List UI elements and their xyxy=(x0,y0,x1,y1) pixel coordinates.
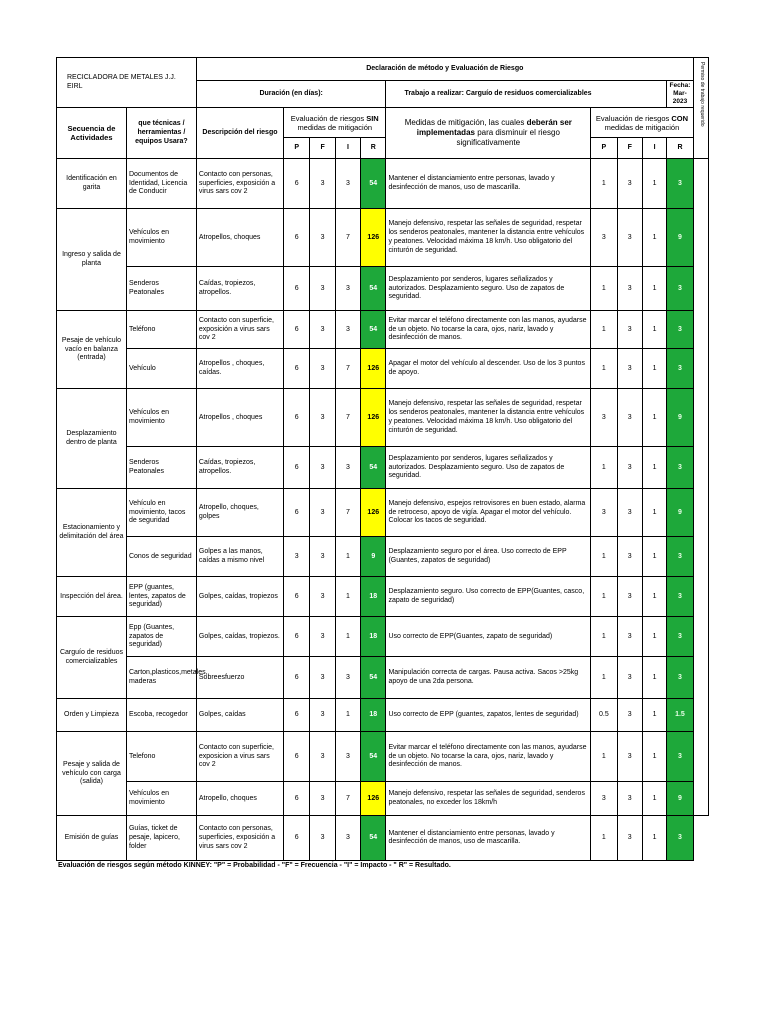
risk-cell: Contacto con personas, superficies, exposición a virus sars cov 2 xyxy=(196,816,283,861)
activity-cell: Ingreso y salida de planta xyxy=(57,209,127,311)
risk-cell: Atropellos , choques xyxy=(196,389,283,447)
f2-cell: 3 xyxy=(617,782,642,816)
activity-cell: Pesaje de vehículo vacío en balanza (entrada) xyxy=(57,311,127,389)
p2-cell: 0.5 xyxy=(591,699,617,732)
f2-cell: 3 xyxy=(617,447,642,489)
p2-cell: 1 xyxy=(591,447,617,489)
i2-cell: 1 xyxy=(642,389,666,447)
eval-with-text-2: medidas de mitigación xyxy=(604,122,680,132)
i2-cell: 1 xyxy=(642,732,666,782)
i2-cell: 1 xyxy=(642,349,666,389)
tool-cell: Guías, ticket de pesaje, lapicero, folder xyxy=(126,816,196,861)
i-cell: 3 xyxy=(335,732,360,782)
f-cell: 3 xyxy=(310,657,335,699)
date-label: Fecha: xyxy=(669,82,691,89)
i2-cell: 1 xyxy=(642,577,666,617)
r-cell: 54 xyxy=(361,267,386,311)
r2-cell: 3 xyxy=(667,159,694,209)
p-cell: 6 xyxy=(284,732,310,782)
r-cell: 126 xyxy=(361,209,386,267)
col-eval-with xyxy=(591,108,694,138)
i2-cell: 1 xyxy=(642,657,666,699)
risk-cell: Sobreesfuerzo xyxy=(196,657,283,699)
i-cell: 7 xyxy=(335,389,360,447)
measure-cell: Uso correcto de EPP (guantes, zapatos, lentes de seguridad) xyxy=(386,699,591,732)
i2-cell: 1 xyxy=(642,782,666,816)
f2-cell: 3 xyxy=(617,267,642,311)
f2-cell: 3 xyxy=(617,489,642,537)
r2-cell: 9 xyxy=(667,389,694,447)
i-cell: 7 xyxy=(335,782,360,816)
table-row xyxy=(57,732,709,782)
p-cell: 6 xyxy=(284,489,310,537)
p-cell: 6 xyxy=(284,159,310,209)
p-cell: 6 xyxy=(284,816,310,861)
document-title: Declaración de método y Evaluación de Riesgo xyxy=(196,58,693,81)
tool-cell: EPP (guantes, lentes, zapatos de seguridad) xyxy=(126,577,196,617)
i-cell: 3 xyxy=(335,816,360,861)
table-row xyxy=(57,159,709,209)
measure-cell: Desplazamiento por senderos, lugares señalizados y autorizados. Desplazamiento seguro. Uso de zapatos de seguridad. xyxy=(386,447,591,489)
f2-cell: 3 xyxy=(617,349,642,389)
r-cell: 126 xyxy=(361,389,386,447)
risk-cell: Caídas, tropiezos, atropellos. xyxy=(196,447,283,489)
measures-bold: deberán ser implementadas xyxy=(416,118,572,138)
i-cell: 3 xyxy=(335,159,360,209)
measure-cell: Mantener el distanciamiento entre personas, lavado y desinfección de manos, uso de mascarilla. xyxy=(386,816,591,861)
i-cell: 7 xyxy=(335,489,360,537)
f2-cell: 3 xyxy=(617,732,642,782)
tool-cell: Conos de seguridad xyxy=(126,537,196,577)
p-cell: 6 xyxy=(284,577,310,617)
f-cell: 3 xyxy=(310,447,335,489)
r-cell: 54 xyxy=(361,816,386,861)
work-label: Trabajo a realizar: Carguío de residuos comercializables xyxy=(386,81,667,108)
tool-cell: Documentos de Identidad, Licencia de Conducir xyxy=(126,159,196,209)
i2-cell: 1 xyxy=(642,447,666,489)
i2-cell: 1 xyxy=(642,209,666,267)
activity-cell: Estacionamiento y delimitación del área xyxy=(57,489,127,577)
p2-cell: 1 xyxy=(591,577,617,617)
risk-cell: Atropellos, choques xyxy=(196,209,283,267)
duration-label: Duración (en días): xyxy=(196,81,386,108)
col-r: R xyxy=(361,138,386,159)
i-cell: 1 xyxy=(335,537,360,577)
r2-cell: 9 xyxy=(667,209,694,267)
measure-cell: Manejo defensivo, respetar las señales de seguridad, senderos peatonales, no exceder los 18km/h xyxy=(386,782,591,816)
risk-cell: Contacto con superficie, exposición a virus sars cov 2 xyxy=(196,311,283,349)
activity-cell: Inspección del área. xyxy=(57,577,127,617)
p2-cell: 1 xyxy=(591,617,617,657)
p-cell: 6 xyxy=(284,209,310,267)
risk-cell: Contacto con superficie, exposicion a virus sars cov 2 xyxy=(196,732,283,782)
measures-text-1: Medidas de mitigación, las cuales xyxy=(404,118,527,128)
r-cell: 54 xyxy=(361,732,386,782)
date-cell xyxy=(667,81,694,108)
p2-cell: 3 xyxy=(591,489,617,537)
measure-cell: Apagar el motor del vehículo al descender. Uso de los 3 puntos de apoyo. xyxy=(386,349,591,389)
f-cell: 3 xyxy=(310,732,335,782)
r-cell: 126 xyxy=(361,489,386,537)
risk-cell: Caídas, tropiezos, atropellos. xyxy=(196,267,283,311)
risk-cell: Atropello, choques xyxy=(196,782,283,816)
r-cell: 54 xyxy=(361,311,386,349)
p-cell: 6 xyxy=(284,311,310,349)
tool-cell: Telefono xyxy=(126,732,196,782)
measure-cell: Evitar marcar el teléfono directamente con las manos, ayudarse de un objeto. No tocarse la cara, ojos, nariz, lavado y desinfección de manos. xyxy=(386,311,591,349)
i2-cell: 1 xyxy=(642,816,666,861)
eval-with-text-1: Evaluación de riesgos xyxy=(595,113,672,123)
measure-cell: Mantener el distanciamiento entre personas, lavado y desinfección de manos, uso de mascarilla. xyxy=(386,159,591,209)
p-cell: 6 xyxy=(284,267,310,311)
tool-cell: Vehículo xyxy=(126,349,196,389)
eval-without-bold: SIN xyxy=(366,113,379,123)
tool-cell: Senderos Peatonales xyxy=(126,267,196,311)
measure-cell: Manejo defensivo, espejos retrovisores en buen estado, alarma de retroceso, apoyo de vigía. Apagar el motor del vehículo. Colocar los tacos de seguridad. xyxy=(386,489,591,537)
f-cell: 3 xyxy=(310,311,335,349)
risk-cell: Atropello, choques, golpes xyxy=(196,489,283,537)
i-cell: 3 xyxy=(335,267,360,311)
p2-cell: 1 xyxy=(591,349,617,389)
table-row xyxy=(57,267,709,311)
table-row xyxy=(57,311,709,349)
table-row xyxy=(57,349,709,389)
r2-cell: 3 xyxy=(667,267,694,311)
f2-cell: 3 xyxy=(617,657,642,699)
f-cell: 3 xyxy=(310,349,335,389)
tool-cell: Vehículos en movimiento xyxy=(126,782,196,816)
p2-cell: 3 xyxy=(591,209,617,267)
permit-required-label: Permiso de trabajo requerido xyxy=(698,62,705,127)
r2-cell: 3 xyxy=(667,537,694,577)
i2-cell: 1 xyxy=(642,267,666,311)
activity-cell: Emisión de guías xyxy=(57,816,127,861)
p2-cell: 1 xyxy=(591,159,617,209)
table-row xyxy=(57,447,709,489)
r-cell: 126 xyxy=(361,349,386,389)
col-i2: I xyxy=(642,138,666,159)
r2-cell: 3 xyxy=(667,311,694,349)
f-cell: 3 xyxy=(310,816,335,861)
tool-cell: Vehículo en movimiento, tacos de seguridad xyxy=(126,489,196,537)
side-blank-cell xyxy=(693,159,708,816)
r2-cell: 1.5 xyxy=(667,699,694,732)
r-cell: 54 xyxy=(361,447,386,489)
i2-cell: 1 xyxy=(642,617,666,657)
i-cell: 1 xyxy=(335,617,360,657)
table-row xyxy=(57,389,709,447)
p2-cell: 1 xyxy=(591,537,617,577)
r2-cell: 9 xyxy=(667,489,694,537)
risk-table xyxy=(56,57,709,861)
f-cell: 3 xyxy=(310,389,335,447)
i-cell: 1 xyxy=(335,577,360,617)
measures-text-2: para disminuir el riesgo significativamente xyxy=(456,128,560,148)
tool-cell: Teléfono xyxy=(126,311,196,349)
risk-cell: Golpes, caídas, tropiezos xyxy=(196,577,283,617)
col-sequence: Secuencia de Actividades xyxy=(57,108,127,159)
p2-cell: 3 xyxy=(591,782,617,816)
i2-cell: 1 xyxy=(642,537,666,577)
tool-cell: Epp (Guantes, zapatos de seguridad) xyxy=(126,617,196,657)
f2-cell: 3 xyxy=(617,617,642,657)
activity-cell: Carguío de residuos comercializables xyxy=(57,617,127,699)
f2-cell: 3 xyxy=(617,209,642,267)
col-p: P xyxy=(284,138,310,159)
measure-cell: Manejo defensivo, respetar las señales de seguridad, respetar los senderos peatonales, mantener la distancia entre vehículos y peatones. Velocidad máxima 18 km/h. Uso obligatorio del cinturón de seguridad. xyxy=(386,209,591,267)
eval-without-text-2: medidas de mitigación xyxy=(297,122,373,132)
f2-cell: 3 xyxy=(617,816,642,861)
col-p2: P xyxy=(591,138,617,159)
tool-cell: Escoba, recogedor xyxy=(126,699,196,732)
p-cell: 6 xyxy=(284,389,310,447)
tool-cell: Carton,plasticos,metales, maderas xyxy=(126,657,196,699)
measure-cell: Manipulación correcta de cargas. Pausa activa. Sacos >25kg apoyo de una 2da persona. xyxy=(386,657,591,699)
r2-cell: 3 xyxy=(667,617,694,657)
risk-cell: Golpes, caídas, tropiezos. xyxy=(196,617,283,657)
p2-cell: 3 xyxy=(591,389,617,447)
f-cell: 3 xyxy=(310,209,335,267)
measure-cell: Manejo defensivo, respetar las señales de seguridad, respetar los senderos peatonales, mantener la distancia entre vehículos y peatones. Velocidad máxima 18 km/h. Uso obligatorio del cinturón de seguridad. xyxy=(386,389,591,447)
tool-cell: Senderos Peatonales xyxy=(126,447,196,489)
col-eval-without xyxy=(284,108,386,138)
f2-cell: 3 xyxy=(617,577,642,617)
i-cell: 7 xyxy=(335,209,360,267)
r2-cell: 3 xyxy=(667,349,694,389)
eval-with-bold: CON xyxy=(671,113,689,123)
i2-cell: 1 xyxy=(642,311,666,349)
f-cell: 3 xyxy=(310,537,335,577)
risk-cell: Golpes a las manos, caídas a mismo nivel xyxy=(196,537,283,577)
r2-cell: 3 xyxy=(667,447,694,489)
measure-cell: Desplazamiento seguro. Uso correcto de EPP(Guantes, casco, zapato de seguridad) xyxy=(386,577,591,617)
f2-cell: 3 xyxy=(617,311,642,349)
table-row xyxy=(57,699,709,732)
i-cell: 3 xyxy=(335,657,360,699)
f-cell: 3 xyxy=(310,489,335,537)
activity-cell: Orden y Limpieza xyxy=(57,699,127,732)
col-f: F xyxy=(310,138,335,159)
r2-cell: 3 xyxy=(667,657,694,699)
r-cell: 18 xyxy=(361,577,386,617)
p2-cell: 1 xyxy=(591,816,617,861)
table-row xyxy=(57,537,709,577)
r2-cell: 9 xyxy=(667,782,694,816)
f-cell: 3 xyxy=(310,617,335,657)
table-row xyxy=(57,657,709,699)
tool-cell: Vehículos en movimiento xyxy=(126,209,196,267)
i-cell: 3 xyxy=(335,447,360,489)
p-cell: 6 xyxy=(284,782,310,816)
table-row xyxy=(57,617,709,657)
i-cell: 1 xyxy=(335,699,360,732)
p2-cell: 1 xyxy=(591,267,617,311)
f-cell: 3 xyxy=(310,577,335,617)
r-cell: 54 xyxy=(361,159,386,209)
r-cell: 126 xyxy=(361,782,386,816)
f2-cell: 3 xyxy=(617,159,642,209)
company-name: RECICLADORA DE METALES J.J. EIRL xyxy=(57,58,197,108)
measure-cell: Desplazamiento seguro por el área. Uso correcto de EPP (Guantes, zapatos de seguridad) xyxy=(386,537,591,577)
p-cell: 3 xyxy=(284,537,310,577)
f-cell: 3 xyxy=(310,159,335,209)
col-i: I xyxy=(335,138,360,159)
table-row xyxy=(57,816,709,861)
footer-note: Evaluación de riesgos según método KINNEY: "P" = Probabilidad - "F" = Frecuencia - "I" = Impacto - " R" = Resultado. xyxy=(58,862,451,869)
f-cell: 3 xyxy=(310,782,335,816)
r2-cell: 3 xyxy=(667,577,694,617)
i-cell: 7 xyxy=(335,349,360,389)
activity-cell: Pesaje y salida de vehículo con carga (salida) xyxy=(57,732,127,816)
table-row xyxy=(57,489,709,537)
p-cell: 6 xyxy=(284,349,310,389)
p-cell: 6 xyxy=(284,617,310,657)
permit-side-cell xyxy=(693,58,708,159)
f-cell: 3 xyxy=(310,267,335,311)
p2-cell: 1 xyxy=(591,657,617,699)
p-cell: 6 xyxy=(284,657,310,699)
col-measures xyxy=(386,108,591,159)
r-cell: 18 xyxy=(361,617,386,657)
i2-cell: 1 xyxy=(642,489,666,537)
f2-cell: 3 xyxy=(617,699,642,732)
eval-without-text-1: Evaluación de riesgos xyxy=(290,113,367,123)
table-row xyxy=(57,209,709,267)
r2-cell: 3 xyxy=(667,732,694,782)
activity-cell: Identificación en garita xyxy=(57,159,127,209)
f-cell: 3 xyxy=(310,699,335,732)
measure-cell: Uso correcto de EPP(Guantes, zapato de seguridad) xyxy=(386,617,591,657)
f2-cell: 3 xyxy=(617,389,642,447)
col-f2: F xyxy=(617,138,642,159)
measure-cell: Evitar marcar el teléfono directamente con las manos, ayudarse de un objeto. No tocarse la cara, ojos, nariz, lavado y desinfección de manos. xyxy=(386,732,591,782)
col-tools: que técnicas / herramientas / equipos Usara? xyxy=(126,108,196,159)
p-cell: 6 xyxy=(284,447,310,489)
p2-cell: 1 xyxy=(591,732,617,782)
i-cell: 3 xyxy=(335,311,360,349)
risk-cell: Golpes, caídas xyxy=(196,699,283,732)
f2-cell: 3 xyxy=(617,537,642,577)
r2-cell: 3 xyxy=(667,816,694,861)
table-row xyxy=(57,782,709,816)
activity-cell: Desplazamiento dentro de planta xyxy=(57,389,127,489)
p2-cell: 1 xyxy=(591,311,617,349)
risk-cell: Atropellos , choques, caídas. xyxy=(196,349,283,389)
r-cell: 54 xyxy=(361,657,386,699)
i2-cell: 1 xyxy=(642,159,666,209)
col-risk-description: Descripción del riesgo xyxy=(196,108,283,159)
i2-cell: 1 xyxy=(642,699,666,732)
measure-cell: Desplazamiento por senderos, lugares señalizados y autorizados. Desplazamiento seguro. Uso de zapatos de seguridad. xyxy=(386,267,591,311)
table-row xyxy=(57,577,709,617)
r-cell: 18 xyxy=(361,699,386,732)
col-r2: R xyxy=(667,138,694,159)
risk-cell: Contacto con personas, superficies, exposición a virus sars cov 2 xyxy=(196,159,283,209)
date-value: Mar-2023 xyxy=(672,90,688,106)
tool-cell: Vehículos en movimiento xyxy=(126,389,196,447)
r-cell: 9 xyxy=(361,537,386,577)
p-cell: 6 xyxy=(284,699,310,732)
